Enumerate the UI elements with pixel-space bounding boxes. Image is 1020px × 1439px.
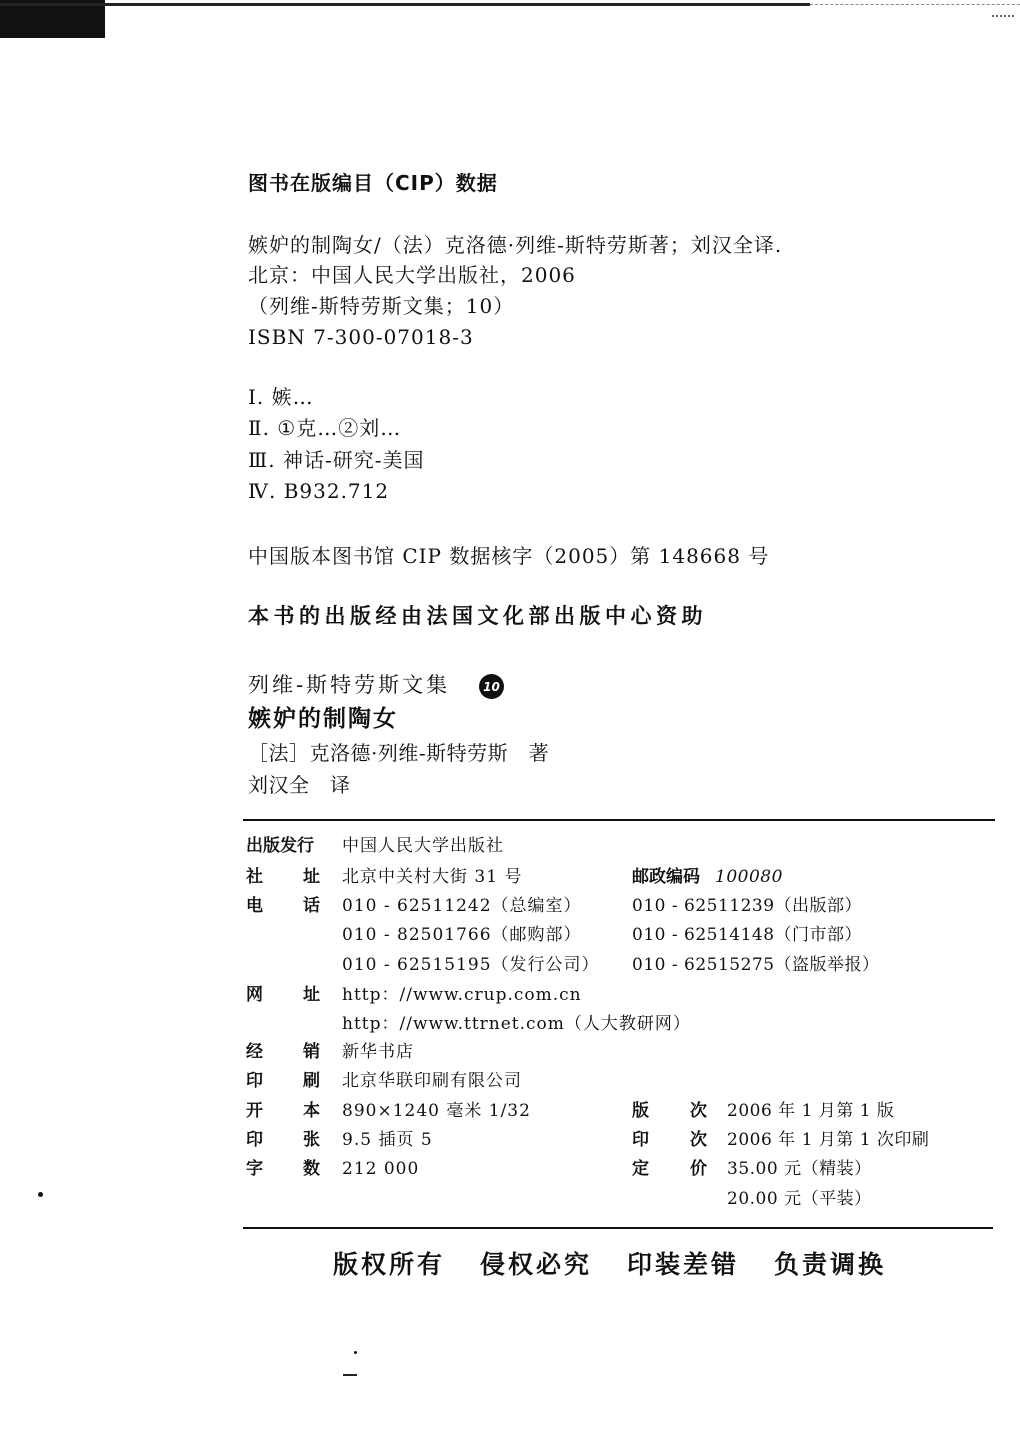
imprint-row-sheets <box>0 1126 1020 1154</box>
phone-number: 010 - 82501766（邮购部） <box>342 925 582 945</box>
imprint-row-distributor <box>0 1038 1020 1066</box>
format-label: 开 本 <box>246 1101 332 1121</box>
printer-value: 北京华联印刷有限公司 <box>342 1071 522 1091</box>
impression-label: 印 次 <box>632 1130 719 1150</box>
imprint-row-website <box>0 1010 1020 1038</box>
publisher-label: 出版发行 <box>246 836 314 856</box>
phone-number: 010 - 62515275（盗版举报） <box>632 955 880 975</box>
imprint-row-website <box>0 981 1020 1009</box>
address-value: 北京中关村大街 31 号 <box>342 867 523 887</box>
phone-number: 010 - 62511239（出版部） <box>632 896 863 916</box>
imprint-row-phone <box>0 892 1020 920</box>
imprint-row-phone <box>0 921 1020 949</box>
rights-notice-phrase: 侵权必究 <box>480 1250 593 1279</box>
website-url: http：//www.crup.com.cn <box>342 985 582 1005</box>
volume-number-badge: 10 <box>479 674 504 699</box>
scan-dash <box>343 1374 357 1376</box>
divider-rule <box>243 819 995 821</box>
format-value: 890×1240 毫米 1/32 <box>342 1101 531 1121</box>
cip-subject-entry: Ⅳ. B932.712 <box>248 479 390 503</box>
website-label: 网 址 <box>246 985 332 1005</box>
rights-notice-phrase: 版权所有 <box>333 1250 446 1279</box>
cip-isbn: ISBN 7-300-07018-3 <box>248 325 474 349</box>
wordcount-label: 字 数 <box>246 1159 332 1179</box>
divider-rule <box>243 1227 993 1229</box>
scan-dot <box>354 1351 357 1354</box>
imprint-row-price <box>0 1185 1020 1213</box>
printer-label: 印 刷 <box>246 1071 332 1091</box>
imprint-row-publisher <box>0 832 1020 860</box>
scan-top-edge-fade <box>810 4 1020 5</box>
price-label: 定 价 <box>632 1159 719 1179</box>
series-name: 列维-斯特劳斯文集 <box>248 673 451 697</box>
distributor-label: 经 销 <box>246 1042 332 1062</box>
imprint-row-phone <box>0 951 1020 979</box>
price-value: 20.00 元（平装） <box>727 1189 872 1209</box>
cip-record-line: 嫉妒的制陶女/（法）克洛德·列维-斯特劳斯著；刘汉全译. <box>248 233 783 257</box>
price-value: 35.00 元（精装） <box>727 1159 872 1179</box>
phone-label: 电 话 <box>246 896 332 916</box>
publisher-value: 中国人民大学出版社 <box>342 836 504 856</box>
postcode-value: 100080 <box>715 867 783 887</box>
cip-subject-entry: Ⅲ. 神话-研究-美国 <box>248 448 425 472</box>
sponsorship-note: 本书的出版经由法国文化部出版中心资助 <box>248 604 707 628</box>
cip-subject-entry: Ⅱ. ①克…②刘… <box>248 416 402 440</box>
imprint-row-printer <box>0 1067 1020 1095</box>
distributor-value: 新华书店 <box>342 1042 414 1062</box>
imprint-row-format <box>0 1097 1020 1125</box>
translator-line: 刘汉全 译 <box>248 773 351 797</box>
edition-value: 2006 年 1 月第 1 版 <box>727 1101 895 1121</box>
wordcount-value: 212 000 <box>342 1159 420 1179</box>
impression-value: 2006 年 1 月第 1 次印刷 <box>727 1130 930 1150</box>
sheets-value: 9.5 插页 5 <box>342 1130 433 1150</box>
phone-number: 010 - 62514148（门市部） <box>632 925 863 945</box>
scan-speck <box>992 15 1014 17</box>
imprint-row-wordcount <box>0 1155 1020 1183</box>
cip-heading: 图书在版编目（CIP）数据 <box>248 171 498 195</box>
cip-record-line: 北京：中国人民大学出版社，2006 <box>248 263 576 287</box>
edition-label: 版 次 <box>632 1101 719 1121</box>
website-url: http：//www.ttrnet.com（人大教研网） <box>342 1014 691 1034</box>
cip-verification-number: 中国版本图书馆 CIP 数据核字（2005）第 148668 号 <box>248 544 770 568</box>
scan-top-edge-line <box>0 3 810 6</box>
rights-notice <box>333 1252 886 1277</box>
phone-number: 010 - 62511242（总编室） <box>342 896 582 916</box>
cip-record-line: （列维-斯特劳斯文集；10） <box>248 294 515 318</box>
rights-notice-phrase: 负责调换 <box>774 1250 887 1279</box>
imprint-row-address <box>0 863 1020 891</box>
cip-subject-entry: Ⅰ. 嫉… <box>248 385 314 409</box>
sheets-label: 印 张 <box>246 1130 332 1150</box>
postcode-label: 邮政编码 <box>632 867 700 887</box>
author-line: ［法］克洛德·列维-斯特劳斯 著 <box>248 741 550 765</box>
rights-notice-phrase: 印装差错 <box>627 1250 740 1279</box>
book-title: 嫉妒的制陶女 <box>248 706 398 732</box>
phone-number: 010 - 62515195（发行公司） <box>342 955 600 975</box>
address-label: 社 址 <box>246 867 332 887</box>
